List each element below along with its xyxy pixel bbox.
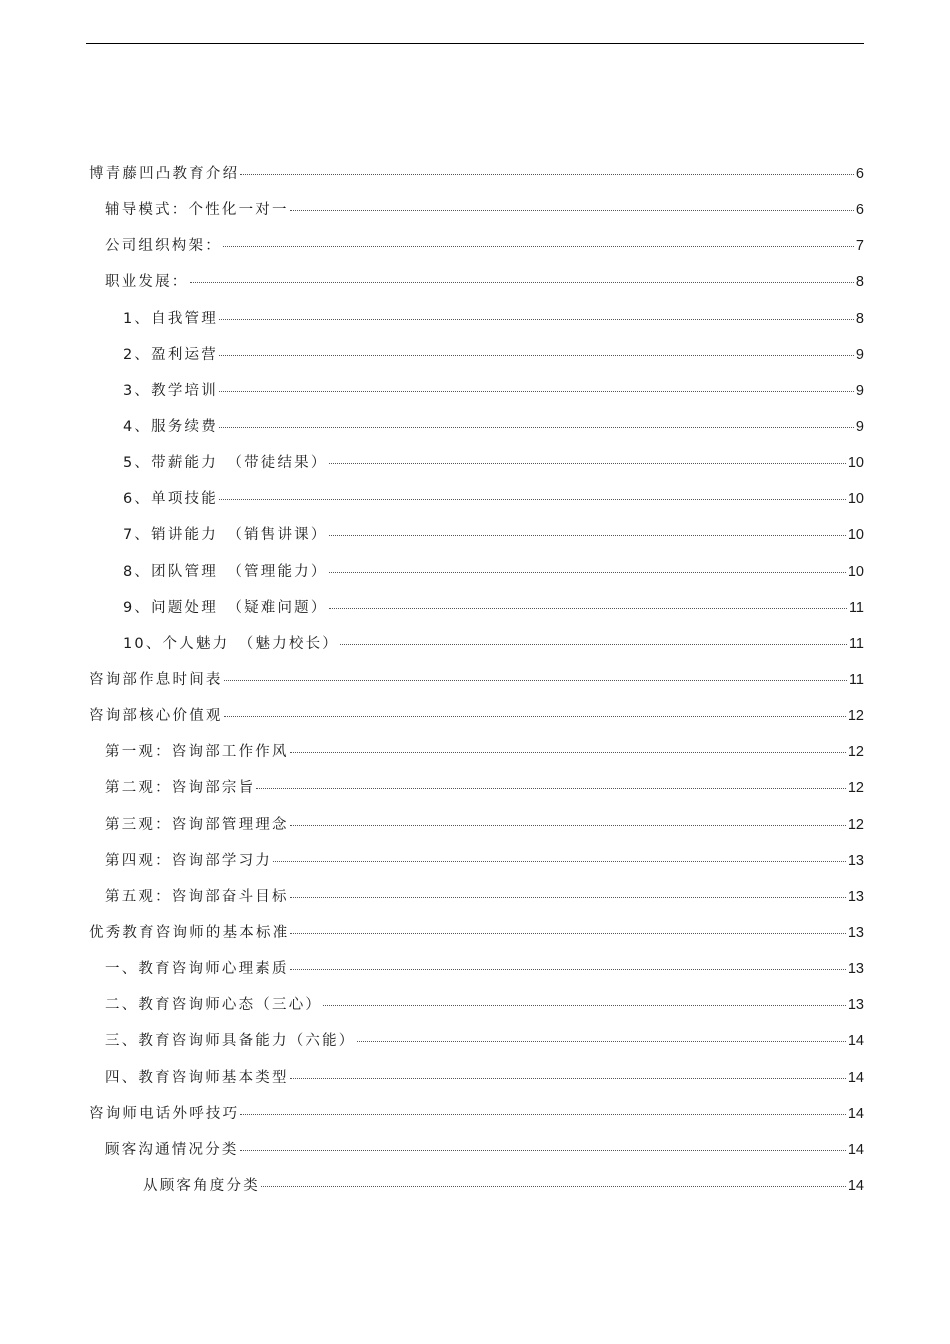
toc-entry-title: 咨询师电话外呼技巧 — [89, 1105, 240, 1122]
toc-page-number: 10 — [847, 527, 864, 544]
toc-page-number: 14 — [847, 1069, 864, 1086]
toc-dot-leader — [240, 174, 854, 175]
toc-dot-leader — [329, 463, 846, 464]
toc-dot-leader — [224, 680, 847, 681]
toc-entry[interactable] — [89, 770, 864, 806]
toc-page-number: 13 — [847, 997, 864, 1014]
toc-entry-title: 6、单项技能 — [123, 491, 218, 508]
toc-dot-leader — [240, 1150, 846, 1151]
toc-entry[interactable] — [89, 662, 864, 698]
toc-page-number: 14 — [847, 1141, 864, 1158]
toc-dot-leader — [290, 210, 854, 211]
toc-entry-title: 2、盈利运营 — [123, 346, 218, 363]
toc-page-number: 11 — [848, 599, 864, 616]
table-of-contents — [89, 156, 864, 1204]
toc-entry-title: 第四观：咨询部学习力 — [105, 852, 272, 869]
toc-entry[interactable] — [89, 517, 864, 553]
toc-page-number: 12 — [847, 744, 864, 761]
toc-entry[interactable] — [89, 156, 864, 192]
toc-page-number: 11 — [848, 635, 864, 652]
toc-page-number: 13 — [847, 852, 864, 869]
toc-entry[interactable] — [89, 481, 864, 517]
toc-dot-leader — [290, 897, 846, 898]
toc-dot-leader — [357, 1041, 846, 1042]
toc-dot-leader — [290, 969, 846, 970]
toc-dot-leader — [323, 1005, 846, 1006]
toc-entry[interactable] — [89, 554, 864, 590]
toc-entry-title: 咨询部作息时间表 — [89, 671, 223, 688]
toc-entry-title: 顾客沟通情况分类 — [105, 1141, 239, 1158]
toc-entry-title: 优秀教育咨询师的基本标准 — [89, 924, 290, 941]
toc-dot-leader — [340, 644, 847, 645]
toc-page-number: 8 — [855, 274, 864, 291]
toc-dot-leader — [219, 391, 854, 392]
toc-dot-leader — [329, 572, 846, 573]
toc-entry[interactable] — [89, 1132, 864, 1168]
toc-entry[interactable] — [89, 1096, 864, 1132]
toc-dot-leader — [219, 499, 846, 500]
toc-page-number: 12 — [847, 708, 864, 725]
toc-entry[interactable] — [89, 1060, 864, 1096]
toc-page-number: 10 — [847, 455, 864, 472]
toc-entry-title: 第三观：咨询部管理理念 — [105, 816, 289, 833]
toc-page-number: 9 — [855, 382, 864, 399]
toc-dot-leader — [224, 716, 846, 717]
toc-entry[interactable] — [89, 951, 864, 987]
toc-page-number: 11 — [848, 671, 864, 688]
toc-entry-title: 第二观：咨询部宗旨 — [105, 780, 256, 797]
toc-dot-leader — [290, 933, 845, 934]
toc-entry[interactable] — [89, 337, 864, 373]
toc-entry-title: 第五观：咨询部奋斗目标 — [105, 888, 289, 905]
toc-dot-leader — [219, 319, 854, 320]
toc-page-number: 14 — [847, 1177, 864, 1194]
toc-entry-title: 四、教育咨询师基本类型 — [105, 1069, 289, 1086]
toc-entry-title: 三、教育咨询师具备能力（六能） — [105, 1033, 356, 1050]
toc-dot-leader — [219, 427, 854, 428]
toc-entry-title: 辅导模式：个性化一对一 — [105, 202, 289, 219]
toc-page-number: 12 — [847, 780, 864, 797]
toc-entry-title: 公司组织构架： — [105, 238, 222, 255]
toc-entry[interactable] — [89, 373, 864, 409]
toc-dot-leader — [261, 1186, 846, 1187]
header-rule — [86, 43, 864, 44]
toc-dot-leader — [290, 1078, 846, 1079]
toc-entry[interactable] — [89, 1023, 864, 1059]
toc-page-number: 6 — [855, 166, 864, 182]
toc-dot-leader — [223, 246, 854, 247]
toc-dot-leader — [190, 282, 854, 283]
toc-entry-title: 咨询部核心价值观 — [89, 708, 223, 725]
toc-page-number: 13 — [847, 888, 864, 905]
toc-entry[interactable] — [89, 987, 864, 1023]
toc-page-number: 13 — [847, 924, 864, 941]
toc-dot-leader — [219, 355, 854, 356]
toc-page-number: 9 — [855, 418, 864, 435]
toc-page-number: 10 — [847, 491, 864, 508]
toc-entry[interactable] — [89, 228, 864, 264]
toc-entry-title: 1、自我管理 — [123, 310, 218, 327]
toc-entry[interactable] — [89, 807, 864, 843]
toc-entry-title: 职业发展： — [105, 274, 189, 291]
toc-page-number: 13 — [847, 961, 864, 978]
toc-entry[interactable] — [89, 409, 864, 445]
toc-entry-title: 从顾客角度分类 — [143, 1177, 260, 1194]
toc-entry-title: 8、团队管理 （管理能力） — [123, 563, 328, 580]
toc-entry[interactable] — [89, 1168, 864, 1204]
toc-entry[interactable] — [89, 734, 864, 770]
toc-page-number: 8 — [855, 310, 864, 327]
toc-entry[interactable] — [89, 590, 864, 626]
toc-entry[interactable] — [89, 192, 864, 228]
toc-page-number: 9 — [855, 346, 864, 363]
toc-entry-title: 博青藤凹凸教育介绍 — [89, 166, 240, 182]
toc-entry-title: 第一观：咨询部工作作风 — [105, 744, 289, 761]
toc-entry[interactable] — [89, 698, 864, 734]
toc-entry[interactable] — [89, 879, 864, 915]
toc-dot-leader — [290, 825, 846, 826]
toc-entry[interactable] — [89, 445, 864, 481]
toc-entry-title: 5、带薪能力 （带徒结果） — [123, 455, 328, 472]
toc-page-number: 14 — [847, 1033, 864, 1050]
toc-entry[interactable] — [89, 264, 864, 300]
toc-page-number: 12 — [847, 816, 864, 833]
toc-entry-title: 一、教育咨询师心理素质 — [105, 961, 289, 978]
toc-page-number: 6 — [855, 202, 864, 219]
toc-dot-leader — [329, 608, 847, 609]
toc-entry-title: 10、个人魅力 （魅力校长） — [123, 635, 339, 652]
toc-page-number: 14 — [847, 1105, 864, 1122]
toc-entry[interactable] — [89, 843, 864, 879]
toc-entry-title: 3、教学培训 — [123, 382, 218, 399]
toc-dot-leader — [240, 1114, 846, 1115]
toc-entry-title: 4、服务续费 — [123, 418, 218, 435]
toc-dot-leader — [329, 535, 846, 536]
toc-entry-title: 7、销讲能力 （销售讲课） — [123, 527, 328, 544]
toc-page-number: 7 — [855, 238, 864, 255]
toc-dot-leader — [273, 861, 846, 862]
toc-entry-title: 9、问题处理 （疑难问题） — [123, 599, 328, 616]
toc-entry[interactable] — [89, 915, 864, 951]
toc-dot-leader — [256, 788, 846, 789]
toc-entry[interactable] — [89, 626, 864, 662]
toc-entry-title: 二、教育咨询师心态（三心） — [105, 997, 323, 1014]
toc-entry[interactable] — [89, 301, 864, 337]
toc-dot-leader — [290, 752, 846, 753]
toc-page-number: 10 — [847, 563, 864, 580]
